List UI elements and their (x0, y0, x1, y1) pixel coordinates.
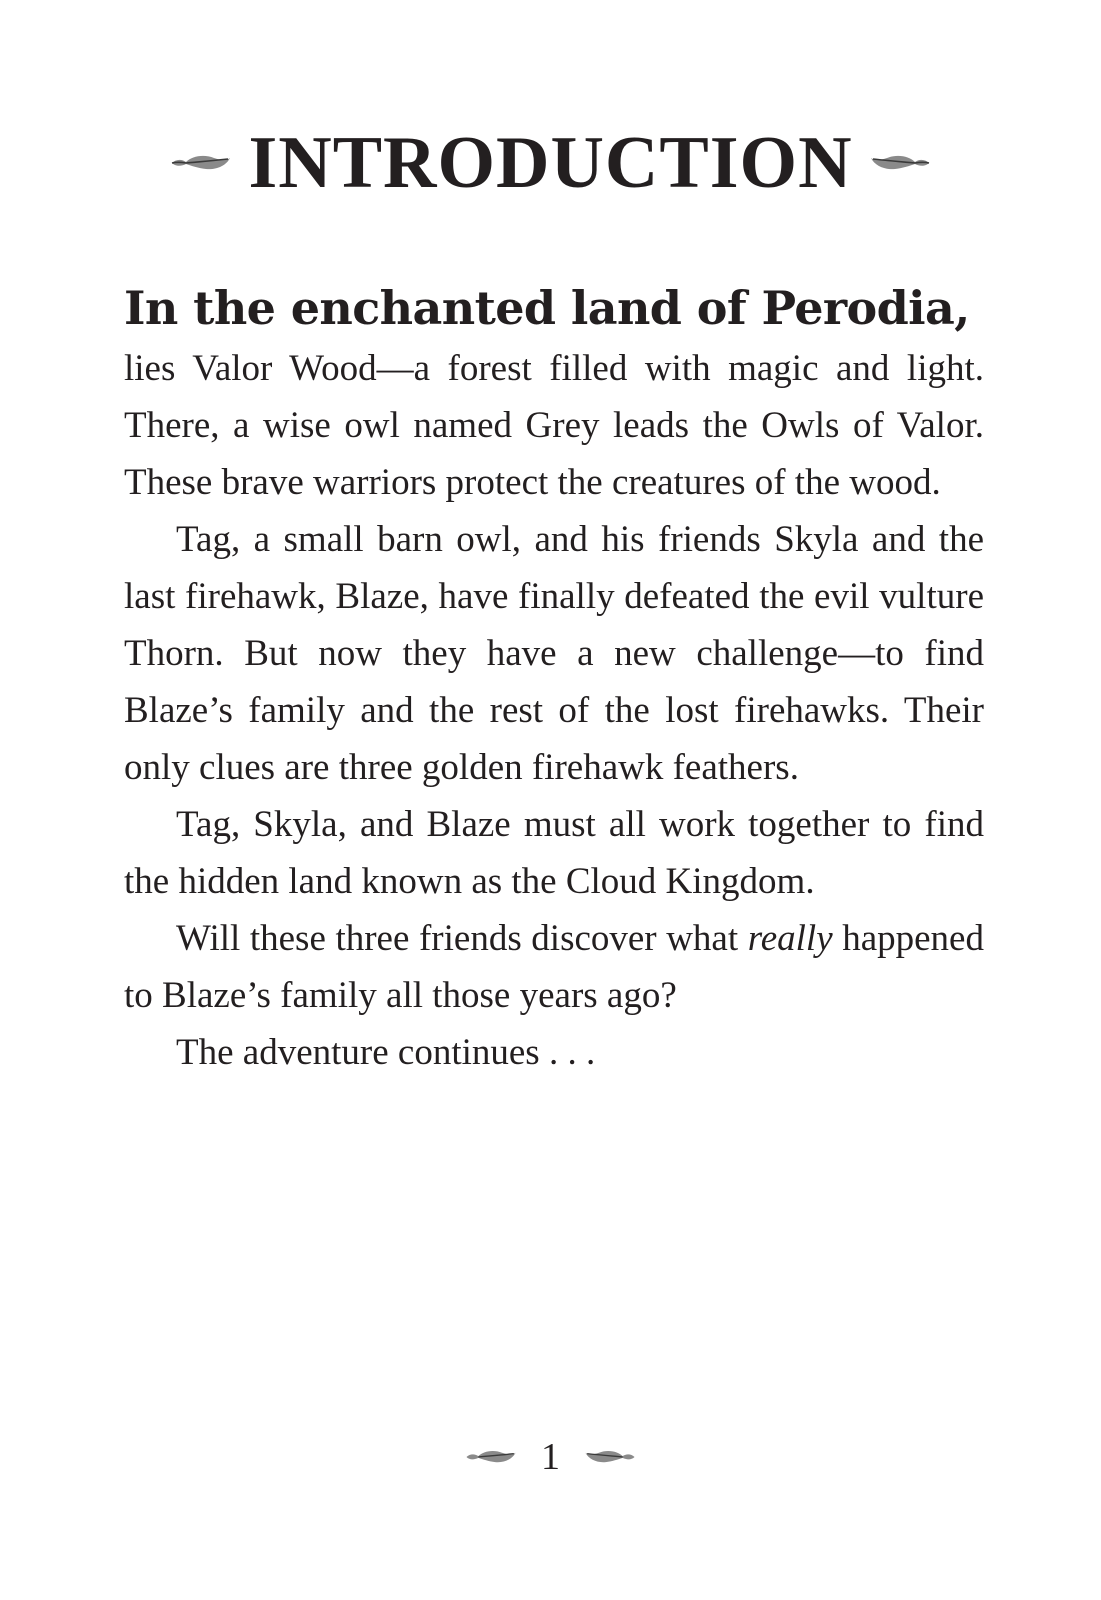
paragraph-1: lies Valor Wood—a forest filled with magic and light. There, a wise owl named Grey leads the Owls of Valor. These brave warriors protect the creatures of the wood. (124, 348, 984, 503)
paragraph-5: The adventure continues . . . (176, 1032, 596, 1073)
page-title: INTRODUCTION (248, 122, 853, 204)
paragraph-4-text-start: Will these three friends discover what (176, 918, 748, 959)
paragraph-3: Tag, Skyla, and Blaze must all work together to find the hidden land known as the Cloud Kingdom. (124, 804, 984, 902)
feather-ornament-right-icon (869, 150, 931, 176)
body-text (124, 276, 984, 1081)
paragraph-2: Tag, a small barn owl, and his friends Skyla and the last firehawk, Blaze, have finally defeated the evil vulture Thorn. But now they have a new challenge—to find Blaze’s family and the rest of the lost firehawks. Their only clues are three golden firehawk feathers. (124, 519, 984, 788)
chapter-heading (0, 118, 1101, 208)
feather-ornament-footer-right-icon (582, 1446, 638, 1468)
feather-ornament-left-icon (170, 150, 232, 176)
lead-line: In the enchanted land of Perodia, (124, 281, 970, 335)
emphasis-really: really (747, 918, 833, 959)
paragraph-4 (124, 910, 984, 1024)
page-number: 1 (541, 1436, 560, 1478)
page-footer (0, 1432, 1101, 1482)
paragraph-4-text-end: happened to Blaze’s family all those years ago? (124, 918, 984, 1016)
feather-ornament-footer-left-icon (463, 1446, 519, 1468)
